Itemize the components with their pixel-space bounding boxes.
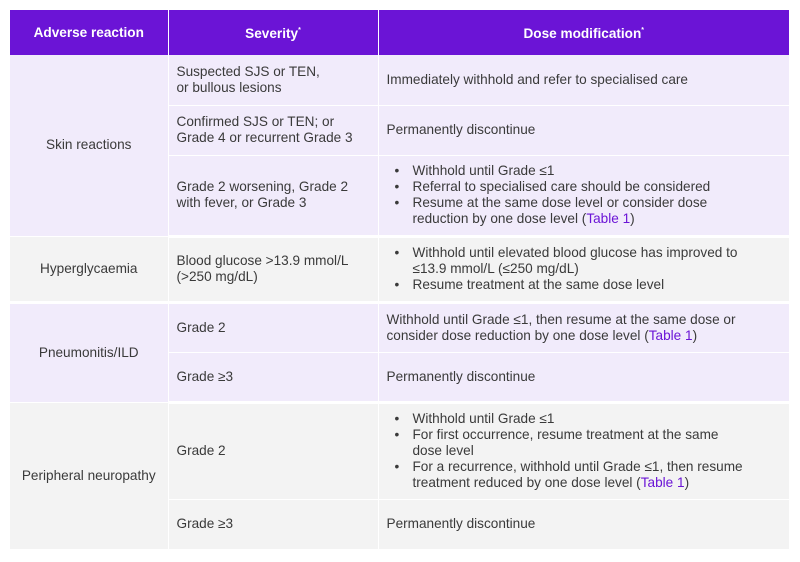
action-cell: Immediately withhold and refer to specialised care	[378, 55, 789, 105]
cell-text: Withhold until Grade ≤1, then resume at the same dose or	[386, 311, 736, 327]
bullet-icon: •	[394, 427, 400, 442]
cell-text: ≤13.9 mmol/L (≤250 mg/dL)	[412, 261, 579, 276]
table-1-link[interactable]: Table 1	[648, 327, 693, 343]
cell-text: reduction by one dose level (	[412, 211, 587, 226]
action-cell	[378, 402, 789, 499]
header-severity	[168, 10, 378, 55]
bullet-icon: •	[394, 459, 400, 474]
table-1-link[interactable]: Table 1	[586, 211, 631, 226]
header-row	[10, 10, 789, 55]
severity-cell	[168, 236, 378, 302]
cell-text-line	[413, 475, 782, 491]
action-list	[387, 163, 782, 227]
table-row	[10, 236, 789, 302]
action-cell: Permanently discontinue	[378, 499, 789, 549]
table-row	[10, 302, 789, 352]
action-cell: Permanently discontinue	[378, 352, 789, 402]
header-label: Adverse reaction	[33, 24, 144, 40]
cell-text: )	[684, 475, 690, 490]
cell-text: consider dose reduction by one dose level (	[386, 327, 649, 343]
cell-text: dose level	[412, 443, 474, 458]
group-skin-reactions: Skin reactions	[10, 55, 168, 236]
cell-text-line	[387, 328, 782, 344]
action-cell	[378, 155, 789, 236]
list-item	[387, 195, 782, 227]
group-hyperglycaemia: Hyperglycaemia	[10, 236, 168, 302]
cell-text: Withhold until elevated blood glucose has improved to	[412, 245, 738, 260]
cell-text-line	[413, 211, 782, 227]
action-list	[387, 245, 782, 293]
cell-text: Referral to specialised care should be considered	[412, 179, 711, 194]
bullet-icon: •	[394, 411, 400, 426]
list-item	[387, 163, 782, 179]
cell-text: with fever, or Grade 3	[176, 195, 307, 210]
bullet-icon: •	[394, 163, 400, 178]
severity-cell	[168, 155, 378, 236]
action-cell	[378, 302, 789, 352]
header-label: Severity	[245, 26, 299, 41]
cell-text: Grade 2 worsening, Grade 2	[176, 179, 349, 194]
list-item	[387, 427, 782, 459]
footnote-mark: *	[641, 27, 645, 34]
cell-text: )	[630, 211, 635, 226]
cell-text: or bullous lesions	[176, 79, 282, 95]
list-item	[387, 411, 782, 427]
cell-text: For a recurrence, withhold until Grade ≤1, then resume	[412, 459, 743, 474]
bullet-icon: •	[394, 195, 400, 210]
table-row	[10, 402, 789, 499]
list-item	[387, 459, 782, 491]
list-item	[387, 179, 782, 195]
severity-cell	[168, 55, 378, 105]
cell-text: Confirmed SJS or TEN; or	[176, 114, 335, 129]
cell-text: treatment reduced by one dose level (	[412, 475, 641, 490]
footnote-mark: *	[298, 27, 301, 34]
header-label: Dose modification	[523, 26, 642, 41]
group-pneumonitis-ild: Pneumonitis/ILD	[10, 302, 168, 402]
severity-cell: Grade ≥3	[168, 352, 378, 402]
action-cell	[378, 236, 789, 302]
cell-text: )	[692, 327, 698, 343]
cell-text: Withhold until Grade ≤1	[412, 163, 555, 178]
cell-text: Blood glucose >13.9 mmol/L	[176, 253, 349, 268]
group-peripheral-neuropathy: Peripheral neuropathy	[10, 402, 168, 549]
cell-text: Resume treatment at the same dose level	[412, 277, 665, 292]
table-row	[10, 55, 789, 105]
cell-text: For first occurrence, resume treatment at the same	[412, 427, 719, 442]
header-adverse-reaction	[10, 10, 168, 55]
list-item	[387, 277, 782, 293]
table-1-link[interactable]: Table 1	[640, 475, 685, 490]
severity-cell	[168, 105, 378, 155]
cell-text: Resume at the same dose level or consider dose	[412, 195, 708, 210]
cell-text: Withhold until Grade ≤1	[412, 411, 555, 426]
cell-text: (>250 mg/dL)	[176, 269, 258, 284]
cell-text: Grade 4 or recurrent Grade 3	[176, 130, 353, 145]
action-list	[387, 411, 782, 491]
header-dose-modification	[378, 10, 789, 55]
cell-text: Suspected SJS or TEN,	[176, 63, 320, 79]
severity-cell: Grade ≥3	[168, 499, 378, 549]
bullet-icon: •	[394, 277, 400, 292]
bullet-icon: •	[394, 245, 400, 260]
list-item	[387, 245, 782, 277]
dose-modification-table	[10, 10, 789, 550]
bullet-icon: •	[394, 179, 400, 194]
severity-cell: Grade 2	[168, 302, 378, 352]
action-cell: Permanently discontinue	[378, 105, 789, 155]
severity-cell: Grade 2	[168, 402, 378, 499]
